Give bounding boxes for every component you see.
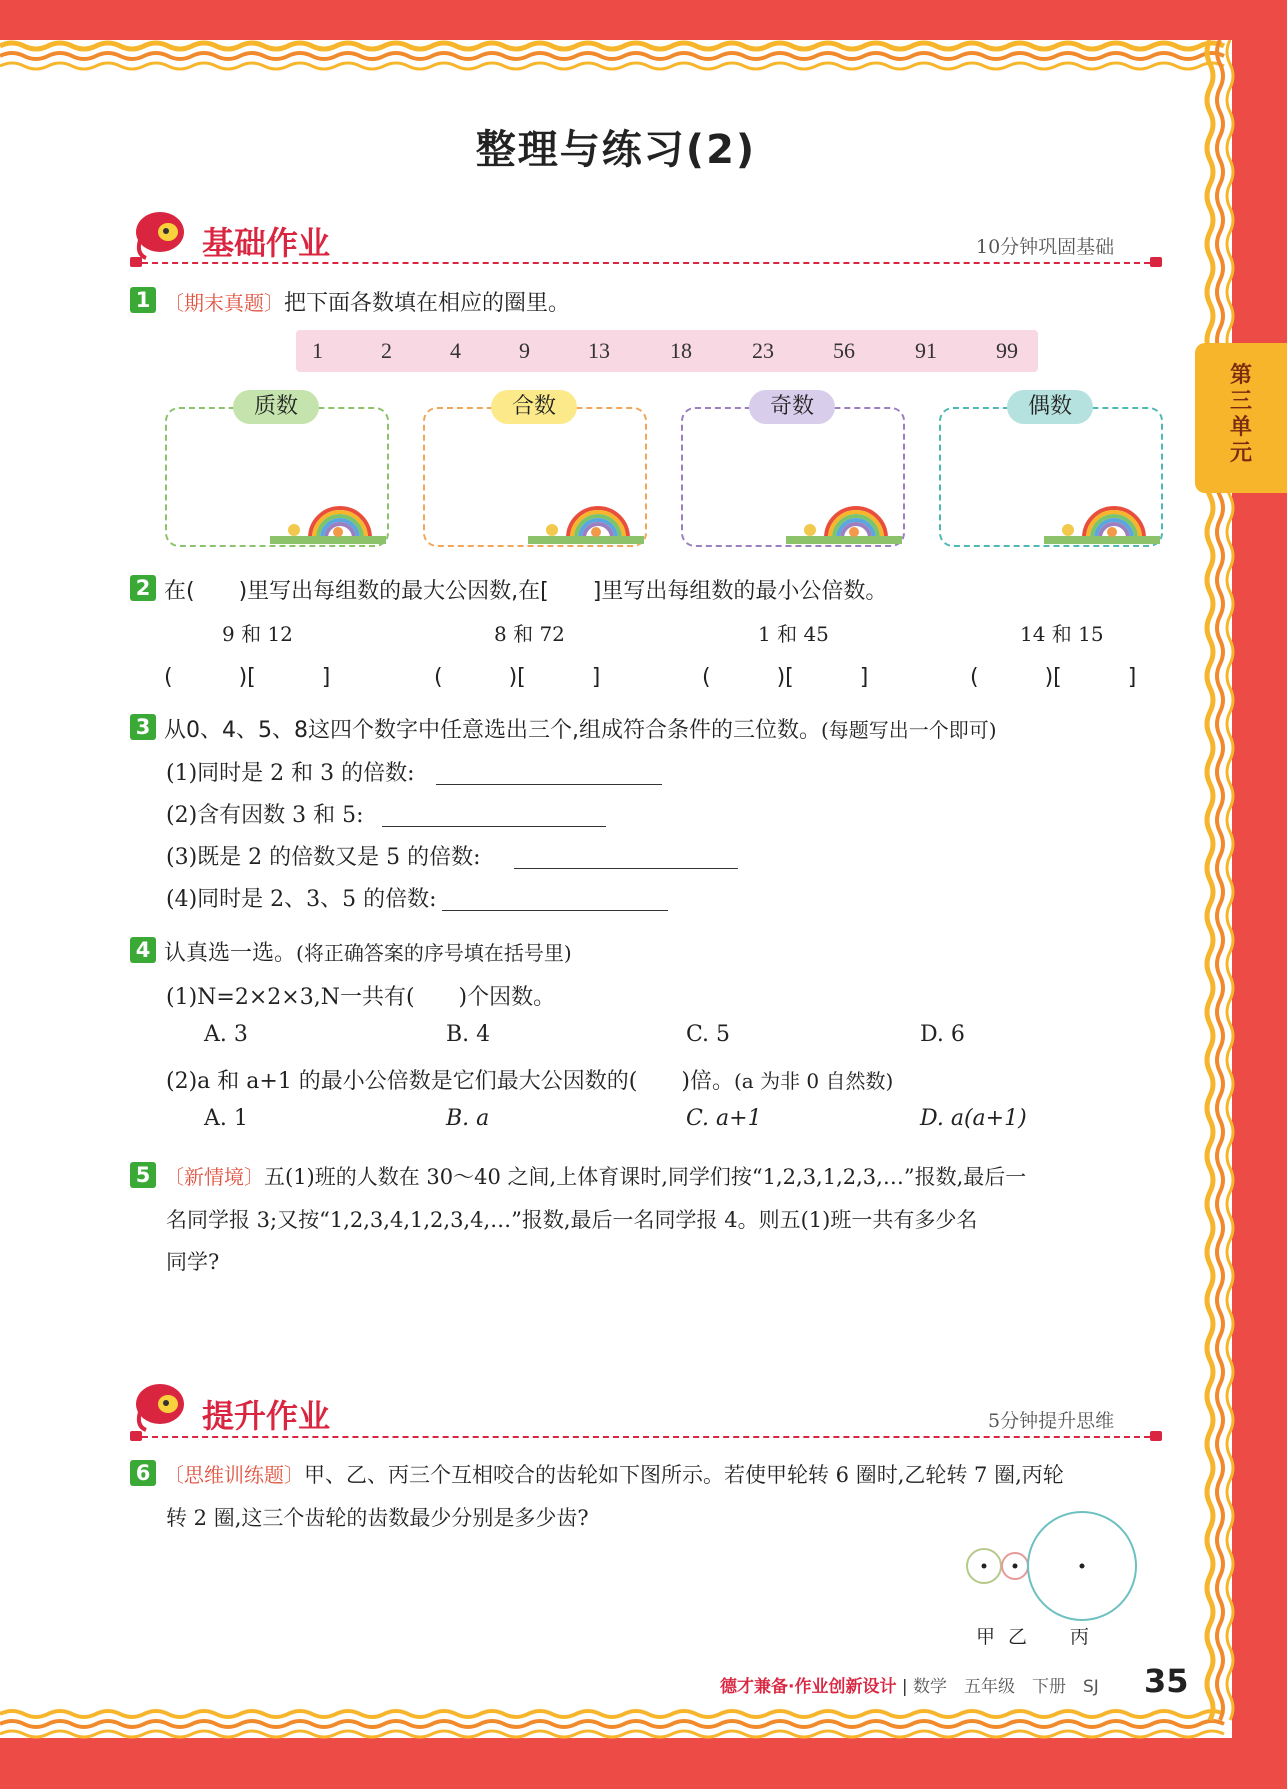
number-group: 9 和 12: [222, 622, 293, 646]
gcd-lcm-blank[interactable]: ( )[ ]: [702, 665, 869, 690]
answer-line[interactable]: [514, 868, 738, 869]
option-c[interactable]: C. a+1: [686, 1106, 762, 1131]
answer-line[interactable]: [436, 784, 662, 785]
question-4: [164, 936, 572, 967]
divider-start-mark: [130, 1431, 142, 1441]
option-b[interactable]: B. 4: [446, 1022, 491, 1047]
section-divider: [132, 262, 1150, 264]
section-note-advanced: 5分钟提升思维: [988, 1410, 1115, 1432]
number-item: 23: [752, 338, 774, 363]
unit-tab-char: 三: [1229, 389, 1252, 414]
gcd-lcm-blank[interactable]: ( )[ ]: [970, 665, 1137, 690]
question-hint: (将正确答案的序号填在括号里): [296, 941, 572, 965]
wavy-border-top: [0, 40, 1240, 80]
section-title-basic: 基础作业: [202, 224, 331, 262]
box-label: 奇数: [749, 390, 835, 424]
section-title-advanced: 提升作业: [202, 1397, 331, 1435]
gear-label: 丙: [1070, 1626, 1090, 1648]
rainbow-decoration: [528, 498, 644, 544]
option-d[interactable]: D. a(a+1): [920, 1106, 1027, 1131]
question-number: 5: [130, 1162, 156, 1188]
gear-label: 甲: [976, 1626, 996, 1648]
number-strip: [296, 330, 1038, 372]
question-tag: 〔思维训练题〕: [164, 1463, 304, 1487]
question-number: 2: [130, 575, 156, 601]
divider-end-mark: [1150, 257, 1162, 267]
answer-line[interactable]: [382, 826, 606, 827]
number-item: 4: [450, 338, 461, 363]
number-group: 8 和 72: [494, 622, 565, 646]
section-divider: [132, 1436, 1150, 1438]
number-item: 91: [915, 338, 937, 363]
question-text: 把下面各数填在相应的圈里。: [284, 291, 571, 316]
question-3: [164, 713, 997, 744]
number-item: 1: [312, 338, 323, 363]
option-c[interactable]: C. 5: [686, 1022, 731, 1047]
page-title: 整理与练习(2): [475, 127, 757, 173]
option-a[interactable]: A. 3: [204, 1022, 248, 1047]
question-text: 甲、乙、丙三个互相咬合的齿轮如下图所示。若使甲轮转 6 圈时,乙轮转 7 圈,丙轮: [304, 1463, 1064, 1487]
sub-question: (2)含有因数 3 和 5:: [166, 803, 364, 828]
option-a[interactable]: A. 1: [204, 1106, 248, 1131]
question-text: 在( )里写出每组数的最大公因数,在[ ]里写出每组数的最小公倍数。: [164, 579, 888, 604]
number-item: 18: [670, 338, 692, 363]
rainbow-decoration: [786, 498, 902, 544]
number-item: 13: [588, 338, 610, 363]
sub-question: (3)既是 2 的倍数又是 5 的倍数:: [166, 845, 481, 870]
page-number: 35: [1144, 1662, 1189, 1700]
question-tag: 〔期末真题〕: [164, 291, 284, 315]
rainbow-decoration: [1044, 498, 1160, 544]
number-group: 1 和 45: [758, 622, 829, 646]
sub-question: (4)同时是 2、3、5 的倍数:: [166, 887, 437, 912]
question-text: 认真选一选。: [164, 941, 297, 966]
question-number: 6: [130, 1460, 156, 1486]
answer-line[interactable]: [442, 910, 668, 911]
question-text: 名同学报 3;又按“1,2,3,4,1,2,3,4,…”报数,最后一名同学报 4。则五(1)班一共有多少名: [166, 1208, 978, 1232]
section-note-basic: 10分钟巩固基础: [976, 236, 1115, 258]
unit-tab-char: 单: [1229, 415, 1252, 440]
option-b[interactable]: B. a: [446, 1106, 490, 1131]
number-group: 14 和 15: [1020, 622, 1104, 646]
question-number: 3: [130, 714, 156, 740]
question-number: 1: [130, 287, 156, 313]
sub-question-2: [166, 1064, 893, 1095]
sub-question-text: (2)a 和 a+1 的最小公倍数是它们最大公因数的( )倍。: [166, 1069, 734, 1094]
divider-start-mark: [130, 257, 142, 267]
footer: 德才兼备·作业创新设计 | 数学 五年级 下册 SJ: [720, 1677, 1099, 1697]
option-d[interactable]: D. 6: [920, 1022, 965, 1047]
number-item: 56: [833, 338, 855, 363]
mascot-icon: [132, 210, 190, 262]
box-label: 质数: [233, 390, 319, 424]
gcd-lcm-blank[interactable]: ( )[ ]: [164, 665, 331, 690]
sub-question: (1)同时是 2 和 3 的倍数:: [166, 761, 415, 786]
question-text: 五(1)班的人数在 30～40 之间,上体育课时,同学们按“1,2,3,1,2,3,…”报数,最后一: [264, 1165, 1027, 1189]
box-label: 合数: [491, 390, 577, 424]
wavy-border-bottom: [0, 1706, 1240, 1740]
unit-tab-char: 元: [1229, 441, 1252, 466]
question-text: 从0、4、5、8这四个数字中任意选出三个,组成符合条件的三位数。: [164, 718, 821, 743]
mascot-icon: [132, 1382, 190, 1434]
divider-end-mark: [1150, 1431, 1162, 1441]
question-text: 同学?: [166, 1250, 220, 1274]
question-number: 4: [130, 937, 156, 963]
number-item: 2: [381, 338, 392, 363]
unit-tab: [1195, 343, 1287, 493]
question-hint: (每题写出一个即可): [820, 718, 997, 742]
gcd-lcm-blank[interactable]: ( )[ ]: [434, 665, 601, 690]
footer-brand: 德才兼备·作业创新设计: [720, 1677, 897, 1697]
sub-question-hint: (a 为非 0 自然数): [733, 1069, 894, 1093]
wavy-border-right: [1200, 40, 1240, 1738]
question-text: 转 2 圈,这三个齿轮的齿数最少分别是多少齿?: [166, 1506, 589, 1530]
box-label: 偶数: [1007, 390, 1093, 424]
number-item: 9: [519, 338, 530, 363]
rainbow-decoration: [270, 498, 386, 544]
gears-diagram: [960, 1510, 1142, 1630]
sub-question: (1)N=2×2×3,N一共有( )个因数。: [166, 985, 556, 1010]
number-item: 99: [996, 338, 1018, 363]
question-tag: 〔新情境〕: [164, 1165, 264, 1189]
question-6-line: [164, 1459, 1064, 1489]
question-1: [164, 286, 570, 317]
footer-info: 数学 五年级 下册 SJ: [913, 1677, 1099, 1697]
unit-tab-char: 第: [1229, 363, 1252, 388]
gear-label: 乙: [1008, 1626, 1028, 1648]
question-5-line: [164, 1161, 1026, 1191]
